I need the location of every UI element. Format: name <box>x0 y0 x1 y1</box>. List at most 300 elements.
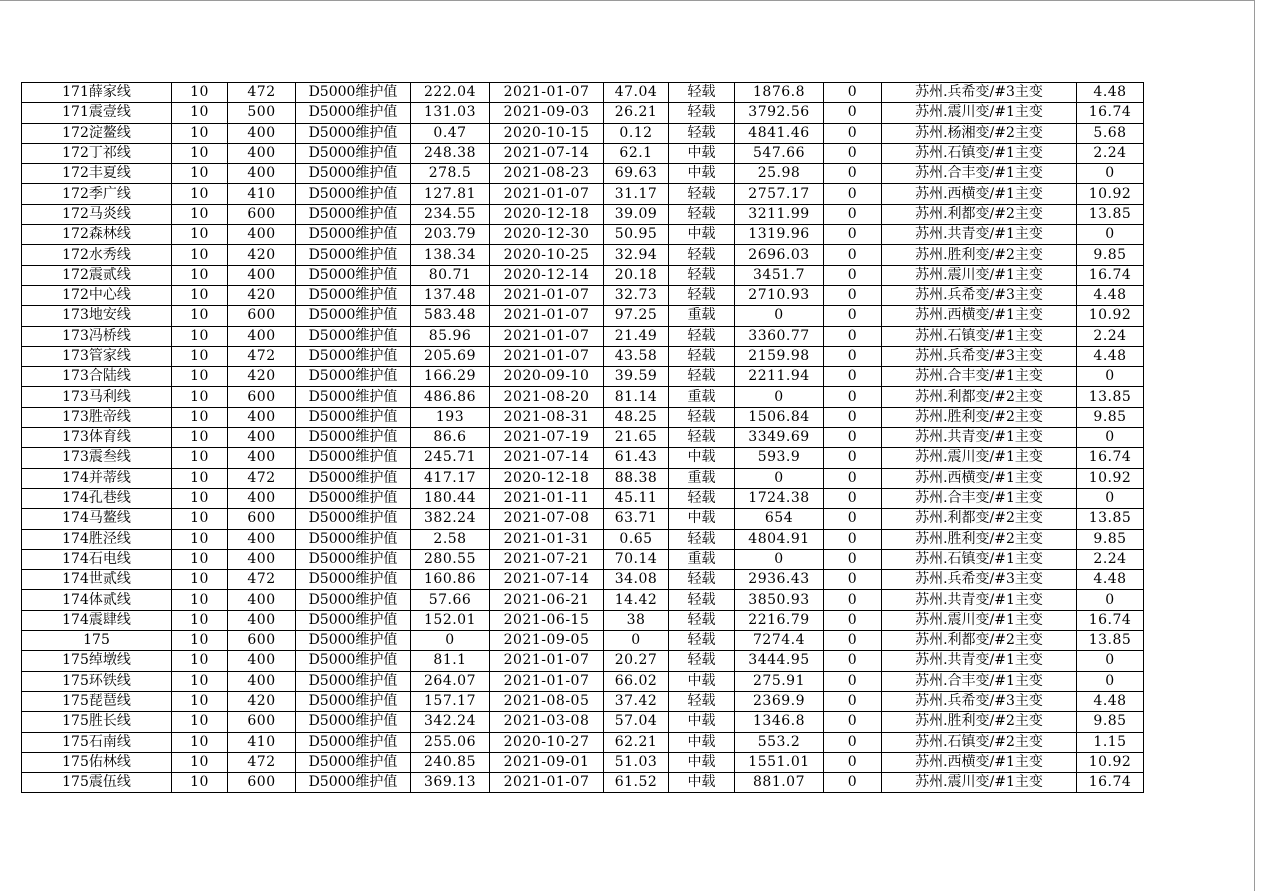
transformer-cell: 苏州.胜利变/#2主变 <box>882 712 1077 732</box>
line-name-cell: 173管家线 <box>22 346 172 366</box>
table-row <box>22 631 1144 651</box>
load-status-cell: 轻载 <box>669 346 735 366</box>
available-capacity-cell: 2936.43 <box>735 570 824 590</box>
load-status-cell: 中载 <box>669 448 735 468</box>
table-row <box>22 712 1144 732</box>
source-cell: D5000维护值 <box>296 488 411 508</box>
capacity-cell: 400 <box>228 529 296 549</box>
table-row <box>22 265 1144 285</box>
table-row <box>22 509 1144 529</box>
value-cell: 0 <box>1077 428 1144 448</box>
available-capacity-cell: 2216.79 <box>735 610 824 630</box>
zero-cell: 0 <box>824 164 882 184</box>
line-name-cell: 172森林线 <box>22 225 172 245</box>
load-rate-cell: 97.25 <box>604 306 669 326</box>
capacity-cell: 472 <box>228 83 296 103</box>
date-cell: 2021-01-07 <box>490 83 604 103</box>
value-cell: 9.85 <box>1077 529 1144 549</box>
line-name-cell: 174孔巷线 <box>22 488 172 508</box>
load-status-cell: 重载 <box>669 387 735 407</box>
date-cell: 2021-08-31 <box>490 407 604 427</box>
load-cell: 0.47 <box>411 123 490 143</box>
voltage-cell: 10 <box>172 509 228 529</box>
value-cell: 9.85 <box>1077 712 1144 732</box>
zero-cell: 0 <box>824 752 882 772</box>
load-cell: 205.69 <box>411 346 490 366</box>
table-row <box>22 123 1144 143</box>
load-cell: 583.48 <box>411 306 490 326</box>
available-capacity-cell: 0 <box>735 468 824 488</box>
transformer-cell: 苏州.震川变/#1主变 <box>882 103 1077 123</box>
load-status-cell: 轻载 <box>669 326 735 346</box>
zero-cell: 0 <box>824 123 882 143</box>
source-cell: D5000维护值 <box>296 549 411 569</box>
load-rate-cell: 21.65 <box>604 428 669 448</box>
load-rate-cell: 61.52 <box>604 773 669 793</box>
date-cell: 2021-06-15 <box>490 610 604 630</box>
source-cell: D5000维护值 <box>296 752 411 772</box>
zero-cell: 0 <box>824 367 882 387</box>
table-row <box>22 610 1144 630</box>
available-capacity-cell: 2369.9 <box>735 691 824 711</box>
source-cell: D5000维护值 <box>296 103 411 123</box>
voltage-cell: 10 <box>172 428 228 448</box>
table-row <box>22 468 1144 488</box>
zero-cell: 0 <box>824 285 882 305</box>
line-name-cell: 174马鳌线 <box>22 509 172 529</box>
value-cell: 0 <box>1077 225 1144 245</box>
value-cell: 0 <box>1077 367 1144 387</box>
transformer-cell: 苏州.胜利变/#2主变 <box>882 529 1077 549</box>
load-status-cell: 中载 <box>669 509 735 529</box>
load-rate-cell: 21.49 <box>604 326 669 346</box>
load-rate-cell: 51.03 <box>604 752 669 772</box>
value-cell: 2.24 <box>1077 326 1144 346</box>
load-rate-cell: 32.94 <box>604 245 669 265</box>
load-cell: 57.66 <box>411 590 490 610</box>
date-cell: 2021-08-23 <box>490 164 604 184</box>
date-cell: 2020-12-14 <box>490 265 604 285</box>
available-capacity-cell: 3444.95 <box>735 651 824 671</box>
zero-cell: 0 <box>824 204 882 224</box>
load-rate-cell: 50.95 <box>604 225 669 245</box>
value-cell: 9.85 <box>1077 407 1144 427</box>
transformer-cell: 苏州.利都变/#2主变 <box>882 204 1077 224</box>
load-status-cell: 轻载 <box>669 123 735 143</box>
date-cell: 2021-07-08 <box>490 509 604 529</box>
load-status-cell: 中载 <box>669 712 735 732</box>
load-status-cell: 轻载 <box>669 590 735 610</box>
load-rate-cell: 69.63 <box>604 164 669 184</box>
zero-cell: 0 <box>824 631 882 651</box>
load-cell: 382.24 <box>411 509 490 529</box>
transformer-cell: 苏州.胜利变/#2主变 <box>882 245 1077 265</box>
load-cell: 222.04 <box>411 83 490 103</box>
load-cell: 81.1 <box>411 651 490 671</box>
load-status-cell: 轻载 <box>669 204 735 224</box>
available-capacity-cell: 1551.01 <box>735 752 824 772</box>
load-status-cell: 重载 <box>669 306 735 326</box>
capacity-cell: 472 <box>228 570 296 590</box>
voltage-cell: 10 <box>172 651 228 671</box>
value-cell: 4.48 <box>1077 346 1144 366</box>
available-capacity-cell: 4841.46 <box>735 123 824 143</box>
date-cell: 2021-01-07 <box>490 346 604 366</box>
date-cell: 2020-12-18 <box>490 204 604 224</box>
date-cell: 2020-09-10 <box>490 367 604 387</box>
load-status-cell: 重载 <box>669 468 735 488</box>
line-name-cell: 175琵琶线 <box>22 691 172 711</box>
transformer-cell: 苏州.合丰变/#1主变 <box>882 488 1077 508</box>
load-cell: 240.85 <box>411 752 490 772</box>
date-cell: 2021-09-01 <box>490 752 604 772</box>
load-status-cell: 轻载 <box>669 651 735 671</box>
voltage-cell: 10 <box>172 184 228 204</box>
load-cell: 166.29 <box>411 367 490 387</box>
source-cell: D5000维护值 <box>296 407 411 427</box>
source-cell: D5000维护值 <box>296 387 411 407</box>
zero-cell: 0 <box>824 346 882 366</box>
table-row <box>22 407 1144 427</box>
load-rate-cell: 45.11 <box>604 488 669 508</box>
line-name-cell: 172季广线 <box>22 184 172 204</box>
load-cell: 2.58 <box>411 529 490 549</box>
zero-cell: 0 <box>824 509 882 529</box>
capacity-cell: 400 <box>228 225 296 245</box>
value-cell: 10.92 <box>1077 184 1144 204</box>
load-cell: 180.44 <box>411 488 490 508</box>
voltage-cell: 10 <box>172 164 228 184</box>
source-cell: D5000维护值 <box>296 306 411 326</box>
available-capacity-cell: 3451.7 <box>735 265 824 285</box>
line-name-cell: 175佑林线 <box>22 752 172 772</box>
source-cell: D5000维护值 <box>296 346 411 366</box>
data-table <box>21 82 1144 793</box>
voltage-cell: 10 <box>172 83 228 103</box>
voltage-cell: 10 <box>172 671 228 691</box>
available-capacity-cell: 3850.93 <box>735 590 824 610</box>
line-name-cell: 175 <box>22 631 172 651</box>
line-name-cell: 172震贰线 <box>22 265 172 285</box>
load-status-cell: 中载 <box>669 732 735 752</box>
date-cell: 2021-07-19 <box>490 428 604 448</box>
capacity-cell: 400 <box>228 326 296 346</box>
load-status-cell: 轻载 <box>669 631 735 651</box>
zero-cell: 0 <box>824 184 882 204</box>
zero-cell: 0 <box>824 83 882 103</box>
transformer-cell: 苏州.利都变/#2主变 <box>882 387 1077 407</box>
available-capacity-cell: 2696.03 <box>735 245 824 265</box>
load-rate-cell: 57.04 <box>604 712 669 732</box>
voltage-cell: 10 <box>172 448 228 468</box>
load-cell: 486.86 <box>411 387 490 407</box>
zero-cell: 0 <box>824 691 882 711</box>
load-rate-cell: 88.38 <box>604 468 669 488</box>
value-cell: 16.74 <box>1077 103 1144 123</box>
load-cell: 278.5 <box>411 164 490 184</box>
transformer-cell: 苏州.震川变/#1主变 <box>882 448 1077 468</box>
voltage-cell: 10 <box>172 123 228 143</box>
transformer-cell: 苏州.共青变/#1主变 <box>882 651 1077 671</box>
load-rate-cell: 14.42 <box>604 590 669 610</box>
zero-cell: 0 <box>824 265 882 285</box>
date-cell: 2021-07-14 <box>490 143 604 163</box>
capacity-cell: 400 <box>228 428 296 448</box>
source-cell: D5000维护值 <box>296 671 411 691</box>
load-cell: 245.71 <box>411 448 490 468</box>
voltage-cell: 10 <box>172 712 228 732</box>
table-row <box>22 326 1144 346</box>
available-capacity-cell: 3792.56 <box>735 103 824 123</box>
value-cell: 0 <box>1077 164 1144 184</box>
capacity-cell: 600 <box>228 509 296 529</box>
capacity-cell: 400 <box>228 407 296 427</box>
voltage-cell: 10 <box>172 204 228 224</box>
available-capacity-cell: 547.66 <box>735 143 824 163</box>
capacity-cell: 400 <box>228 123 296 143</box>
table-row <box>22 346 1144 366</box>
transformer-cell: 苏州.兵希变/#3主变 <box>882 83 1077 103</box>
value-cell: 2.24 <box>1077 143 1144 163</box>
voltage-cell: 10 <box>172 691 228 711</box>
table-row <box>22 103 1144 123</box>
table-body <box>22 83 1144 793</box>
capacity-cell: 400 <box>228 610 296 630</box>
load-rate-cell: 48.25 <box>604 407 669 427</box>
table-row <box>22 549 1144 569</box>
transformer-cell: 苏州.西横变/#1主变 <box>882 468 1077 488</box>
zero-cell: 0 <box>824 245 882 265</box>
transformer-cell: 苏州.震川变/#1主变 <box>882 773 1077 793</box>
capacity-cell: 420 <box>228 367 296 387</box>
load-rate-cell: 81.14 <box>604 387 669 407</box>
load-cell: 160.86 <box>411 570 490 590</box>
date-cell: 2021-07-21 <box>490 549 604 569</box>
capacity-cell: 600 <box>228 306 296 326</box>
load-cell: 280.55 <box>411 549 490 569</box>
source-cell: D5000维护值 <box>296 509 411 529</box>
value-cell: 13.85 <box>1077 631 1144 651</box>
voltage-cell: 10 <box>172 732 228 752</box>
source-cell: D5000维护值 <box>296 732 411 752</box>
available-capacity-cell: 3360.77 <box>735 326 824 346</box>
line-name-cell: 175环铁线 <box>22 671 172 691</box>
load-cell: 234.55 <box>411 204 490 224</box>
value-cell: 0 <box>1077 651 1144 671</box>
date-cell: 2021-03-08 <box>490 712 604 732</box>
date-cell: 2020-10-25 <box>490 245 604 265</box>
voltage-cell: 10 <box>172 285 228 305</box>
load-rate-cell: 20.18 <box>604 265 669 285</box>
date-cell: 2021-06-21 <box>490 590 604 610</box>
zero-cell: 0 <box>824 306 882 326</box>
table-row <box>22 367 1144 387</box>
transformer-cell: 苏州.合丰变/#1主变 <box>882 164 1077 184</box>
line-name-cell: 173震叁线 <box>22 448 172 468</box>
available-capacity-cell: 654 <box>735 509 824 529</box>
value-cell: 4.48 <box>1077 83 1144 103</box>
table-row <box>22 529 1144 549</box>
table-row <box>22 732 1144 752</box>
zero-cell: 0 <box>824 225 882 245</box>
source-cell: D5000维护值 <box>296 164 411 184</box>
load-status-cell: 轻载 <box>669 610 735 630</box>
source-cell: D5000维护值 <box>296 204 411 224</box>
date-cell: 2021-08-20 <box>490 387 604 407</box>
source-cell: D5000维护值 <box>296 631 411 651</box>
voltage-cell: 10 <box>172 387 228 407</box>
zero-cell: 0 <box>824 610 882 630</box>
date-cell: 2021-01-07 <box>490 773 604 793</box>
line-name-cell: 171薛家线 <box>22 83 172 103</box>
load-cell: 264.07 <box>411 671 490 691</box>
source-cell: D5000维护值 <box>296 468 411 488</box>
capacity-cell: 410 <box>228 732 296 752</box>
available-capacity-cell: 1724.38 <box>735 488 824 508</box>
source-cell: D5000维护值 <box>296 285 411 305</box>
load-rate-cell: 61.43 <box>604 448 669 468</box>
value-cell: 9.85 <box>1077 245 1144 265</box>
value-cell: 16.74 <box>1077 448 1144 468</box>
line-name-cell: 174石电线 <box>22 549 172 569</box>
voltage-cell: 10 <box>172 773 228 793</box>
date-cell: 2021-01-07 <box>490 285 604 305</box>
line-name-cell: 174胜泾线 <box>22 529 172 549</box>
zero-cell: 0 <box>824 590 882 610</box>
capacity-cell: 400 <box>228 488 296 508</box>
transformer-cell: 苏州.西横变/#1主变 <box>882 752 1077 772</box>
load-rate-cell: 38 <box>604 610 669 630</box>
available-capacity-cell: 553.2 <box>735 732 824 752</box>
voltage-cell: 10 <box>172 468 228 488</box>
date-cell: 2021-01-07 <box>490 306 604 326</box>
load-cell: 342.24 <box>411 712 490 732</box>
load-rate-cell: 62.21 <box>604 732 669 752</box>
table-row <box>22 428 1144 448</box>
load-cell: 131.03 <box>411 103 490 123</box>
load-cell: 152.01 <box>411 610 490 630</box>
load-cell: 0 <box>411 631 490 651</box>
available-capacity-cell: 1346.8 <box>735 712 824 732</box>
capacity-cell: 472 <box>228 468 296 488</box>
source-cell: D5000维护值 <box>296 590 411 610</box>
transformer-cell: 苏州.兵希变/#3主变 <box>882 285 1077 305</box>
zero-cell: 0 <box>824 732 882 752</box>
load-rate-cell: 66.02 <box>604 671 669 691</box>
table-row <box>22 306 1144 326</box>
value-cell: 10.92 <box>1077 468 1144 488</box>
transformer-cell: 苏州.兵希变/#3主变 <box>882 570 1077 590</box>
load-status-cell: 轻载 <box>669 103 735 123</box>
transformer-cell: 苏州.兵希变/#3主变 <box>882 691 1077 711</box>
capacity-cell: 472 <box>228 752 296 772</box>
table-row <box>22 773 1144 793</box>
line-name-cell: 172丁祁线 <box>22 143 172 163</box>
capacity-cell: 400 <box>228 448 296 468</box>
source-cell: D5000维护值 <box>296 529 411 549</box>
voltage-cell: 10 <box>172 529 228 549</box>
table-row <box>22 245 1144 265</box>
table-row <box>22 752 1144 772</box>
table-row <box>22 590 1144 610</box>
available-capacity-cell: 2159.98 <box>735 346 824 366</box>
load-status-cell: 轻载 <box>669 570 735 590</box>
load-rate-cell: 37.42 <box>604 691 669 711</box>
source-cell: D5000维护值 <box>296 610 411 630</box>
source-cell: D5000维护值 <box>296 265 411 285</box>
capacity-cell: 472 <box>228 346 296 366</box>
line-name-cell: 172水秀线 <box>22 245 172 265</box>
source-cell: D5000维护值 <box>296 143 411 163</box>
source-cell: D5000维护值 <box>296 326 411 346</box>
load-status-cell: 轻载 <box>669 488 735 508</box>
voltage-cell: 10 <box>172 306 228 326</box>
source-cell: D5000维护值 <box>296 651 411 671</box>
source-cell: D5000维护值 <box>296 245 411 265</box>
transformer-cell: 苏州.石镇变/#1主变 <box>882 549 1077 569</box>
source-cell: D5000维护值 <box>296 691 411 711</box>
table-row <box>22 691 1144 711</box>
capacity-cell: 600 <box>228 204 296 224</box>
load-cell: 85.96 <box>411 326 490 346</box>
line-name-cell: 172丰夏线 <box>22 164 172 184</box>
voltage-cell: 10 <box>172 265 228 285</box>
value-cell: 10.92 <box>1077 752 1144 772</box>
voltage-cell: 10 <box>172 143 228 163</box>
load-cell: 127.81 <box>411 184 490 204</box>
zero-cell: 0 <box>824 570 882 590</box>
line-name-cell: 173合陆线 <box>22 367 172 387</box>
table-row <box>22 448 1144 468</box>
load-cell: 255.06 <box>411 732 490 752</box>
date-cell: 2021-01-07 <box>490 671 604 691</box>
load-cell: 203.79 <box>411 225 490 245</box>
load-rate-cell: 20.27 <box>604 651 669 671</box>
voltage-cell: 10 <box>172 225 228 245</box>
line-name-cell: 172中心线 <box>22 285 172 305</box>
zero-cell: 0 <box>824 712 882 732</box>
capacity-cell: 400 <box>228 671 296 691</box>
source-cell: D5000维护值 <box>296 773 411 793</box>
transformer-cell: 苏州.石镇变/#1主变 <box>882 326 1077 346</box>
load-cell: 369.13 <box>411 773 490 793</box>
load-cell: 417.17 <box>411 468 490 488</box>
date-cell: 2020-12-18 <box>490 468 604 488</box>
date-cell: 2020-12-30 <box>490 225 604 245</box>
source-cell: D5000维护值 <box>296 123 411 143</box>
available-capacity-cell: 2211.94 <box>735 367 824 387</box>
voltage-cell: 10 <box>172 488 228 508</box>
source-cell: D5000维护值 <box>296 448 411 468</box>
load-status-cell: 轻载 <box>669 428 735 448</box>
value-cell: 2.24 <box>1077 549 1144 569</box>
value-cell: 13.85 <box>1077 509 1144 529</box>
source-cell: D5000维护值 <box>296 83 411 103</box>
transformer-cell: 苏州.合丰变/#1主变 <box>882 367 1077 387</box>
source-cell: D5000维护值 <box>296 712 411 732</box>
load-status-cell: 轻载 <box>669 265 735 285</box>
value-cell: 16.74 <box>1077 773 1144 793</box>
value-cell: 4.48 <box>1077 691 1144 711</box>
zero-cell: 0 <box>824 387 882 407</box>
transformer-cell: 苏州.胜利变/#2主变 <box>882 407 1077 427</box>
capacity-cell: 400 <box>228 164 296 184</box>
load-status-cell: 轻载 <box>669 407 735 427</box>
value-cell: 4.48 <box>1077 285 1144 305</box>
source-cell: D5000维护值 <box>296 225 411 245</box>
table-row <box>22 83 1144 103</box>
line-name-cell: 174体贰线 <box>22 590 172 610</box>
